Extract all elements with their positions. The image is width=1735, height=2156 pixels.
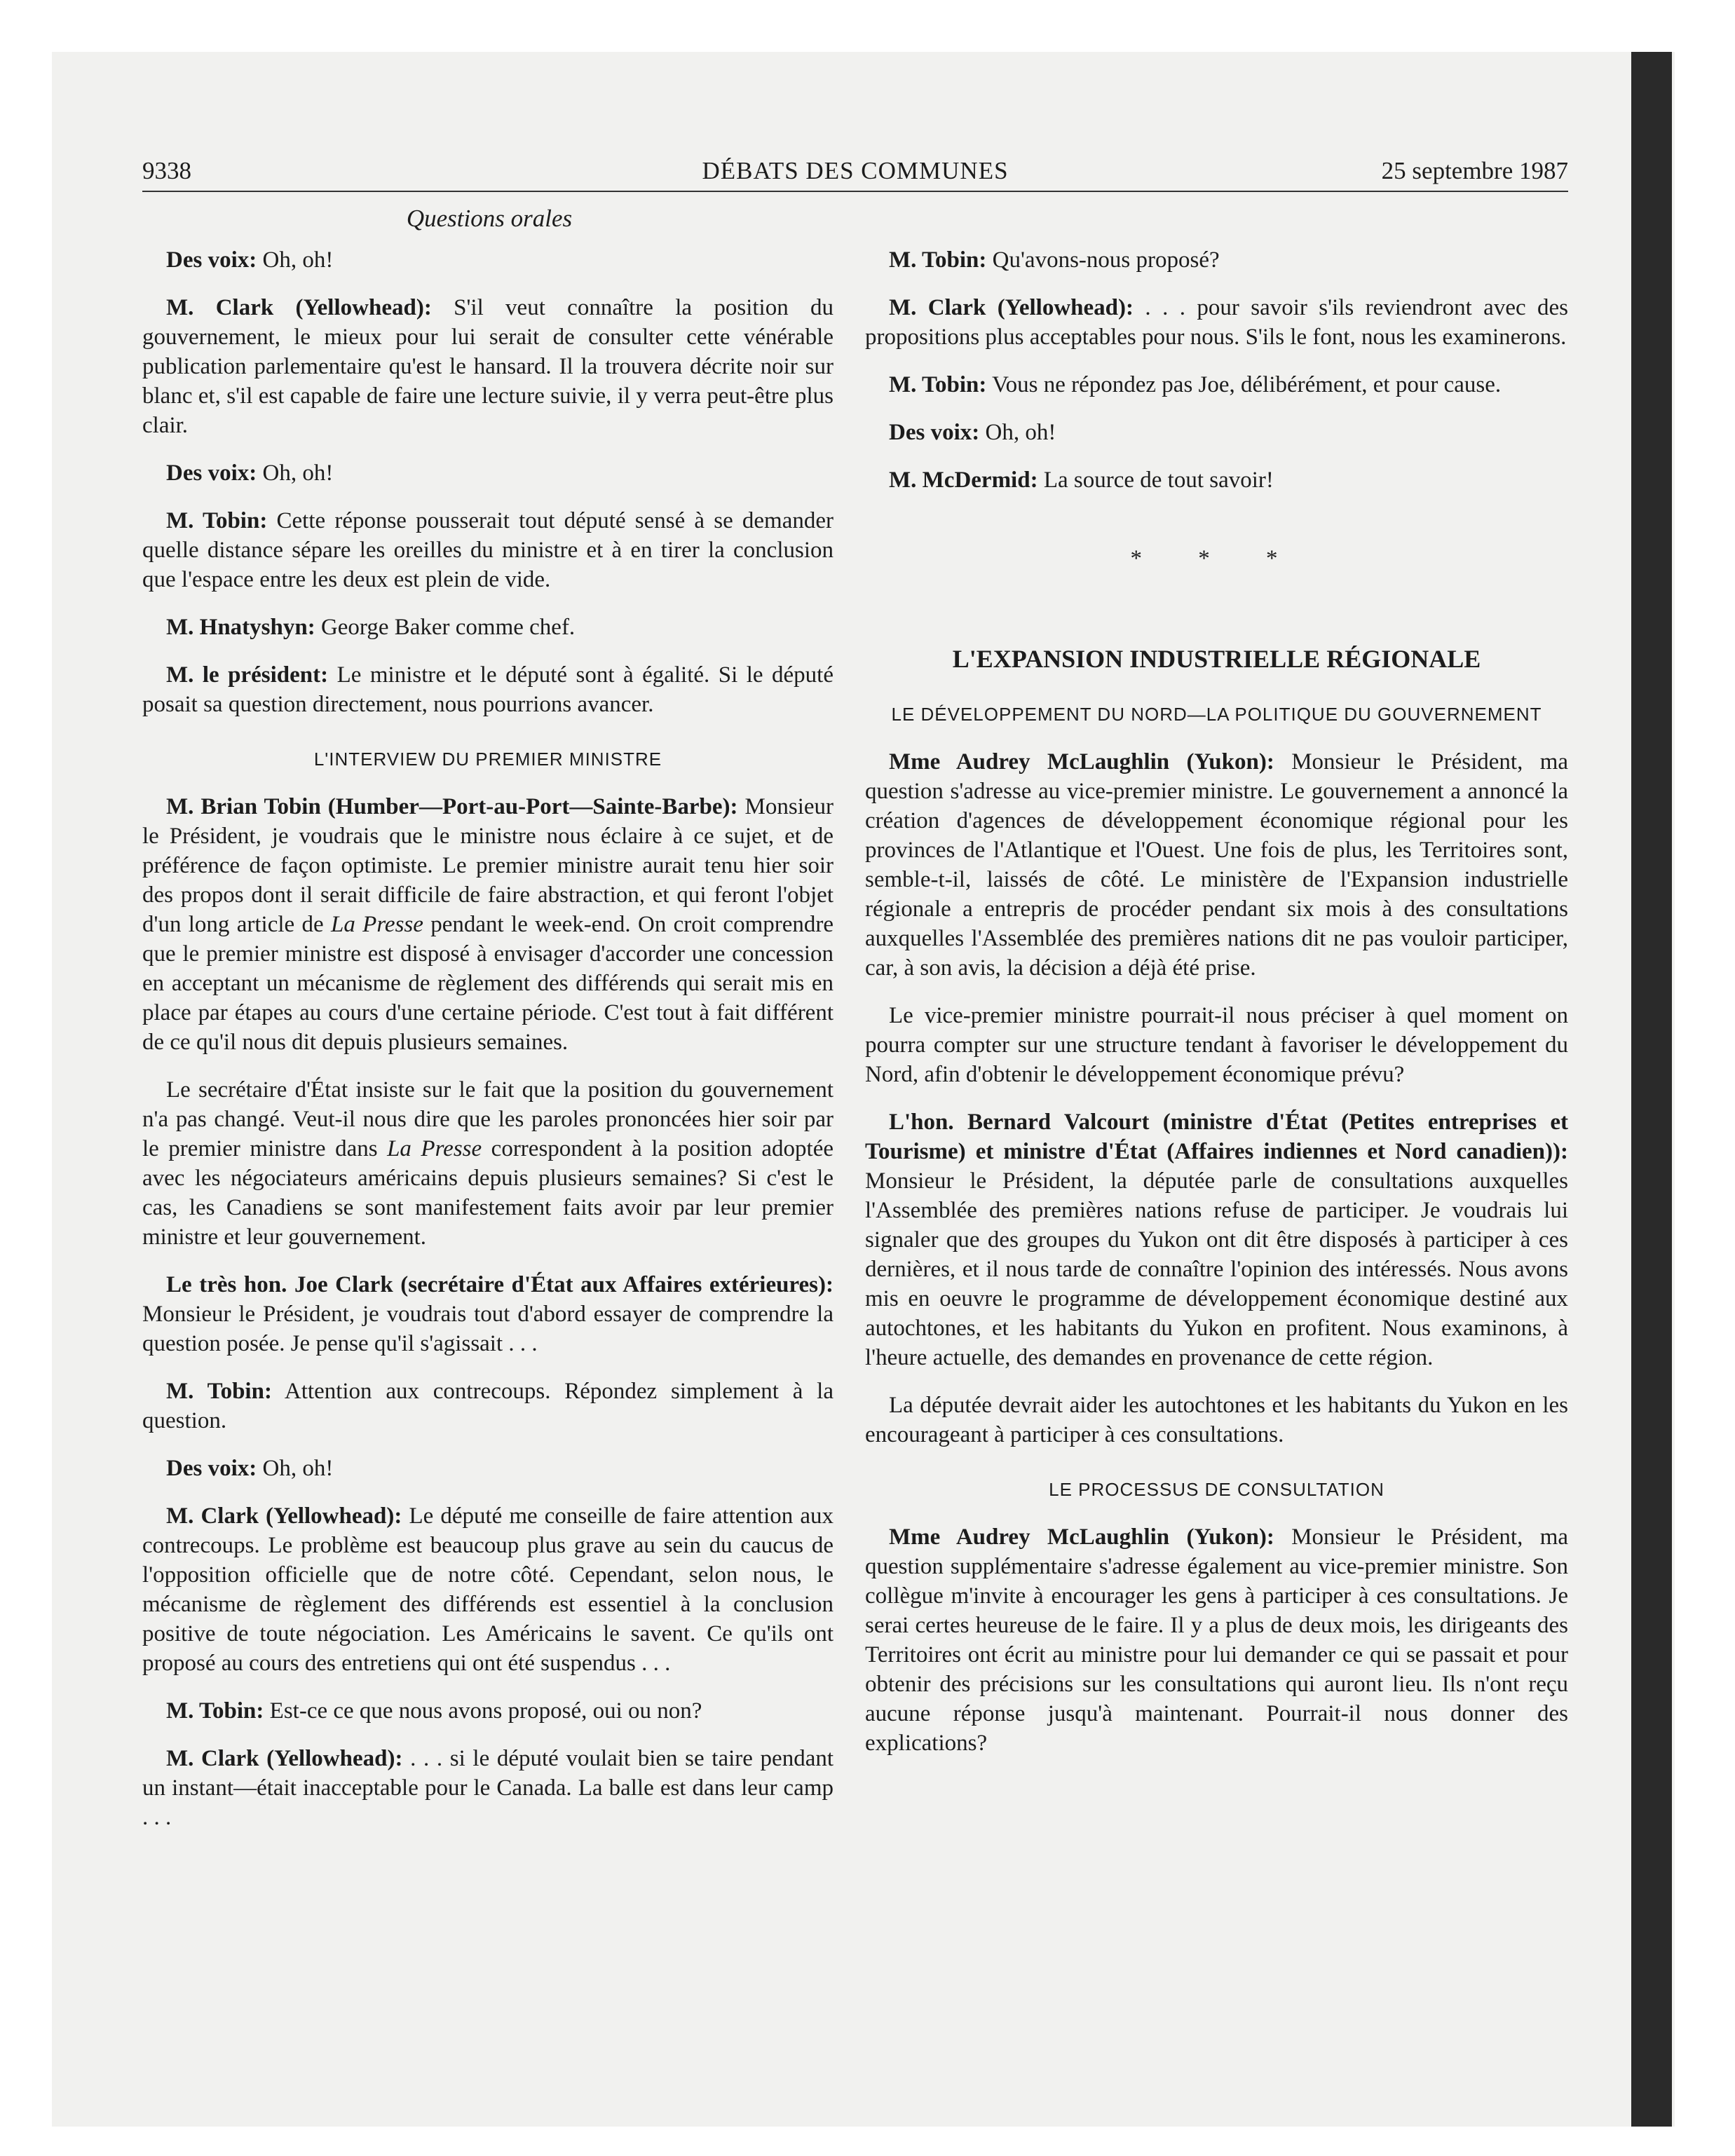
left-column: [142, 245, 834, 1850]
speaker-name: M. le président:: [166, 662, 329, 688]
paragraph: [865, 293, 1568, 352]
scan-edge-shadow: [1631, 52, 1672, 2127]
paragraph: [865, 747, 1568, 983]
speaker-name: Le très hon. Joe Clark (secrétaire d'État aux Affaires extérieures):: [166, 1272, 834, 1297]
major-heading: L'EXPANSION INDUSTRIELLE RÉGIONALE: [952, 645, 1481, 673]
speaker-name: M. McDermid:: [889, 468, 1038, 493]
paragraph-text: George Baker comme chef.: [320, 615, 576, 640]
speaker-name: M. Tobin:: [166, 508, 268, 533]
paragraph: [865, 370, 1568, 400]
paragraph-text: La députée devrait aider les autochtones et les habitants du Yukon en les encourageant à participer à ces consultations.: [865, 1393, 1568, 1447]
paragraph-text: Oh, oh!: [262, 1456, 334, 1481]
paragraph: [142, 1454, 834, 1483]
right-column: [865, 245, 1568, 1776]
paragraph-text: S'il veut connaître la position du gouvernement, le mieux pour lui serait de consulter cette vénérable publication parlementaire qu'est le hansard. Il la trouvera décrite noir sur blanc et, s'il est capable de faire une lecture suivie, il y verra peut-être plus clair.: [142, 295, 834, 438]
paragraph: [142, 1744, 834, 1832]
paragraph-text: Vous ne répondez pas Joe, délibérément, et pour cause.: [992, 372, 1502, 397]
paragraph: [865, 418, 1568, 447]
paragraph-text: Qu'avons-nous proposé?: [992, 247, 1220, 273]
section-heading: LE PROCESSUS DE CONSULTATION: [1049, 1479, 1384, 1500]
paragraph-text: Oh, oh!: [262, 460, 334, 486]
speaker-name: Mme Audrey McLaughlin (Yukon):: [889, 1524, 1274, 1550]
speaker-name: Mme Audrey McLaughlin (Yukon):: [889, 749, 1274, 775]
paragraph: [865, 465, 1568, 495]
paragraph-text: Le ministre et le député sont à égalité. Si le député posait sa question directement, nous pourrions avancer.: [142, 662, 834, 717]
paragraph-text: Monsieur le Président, je voudrais tout d'abord essayer de comprendre la question posée. Je pense qu'il s'agissait . . .: [142, 1302, 834, 1356]
paragraph-text: Monsieur le Président, la députée parle de consultations auxquelles l'Assemblée des premières nations refuse de participer. Je voudrais lui signaler que des groupes du Yukon ont dit être disposés à participer à ces dernières, et il nous tarde de connaître l'opinion des intéressés. Nous avons mis en oeuvre le programme de développement économique destiné aux autochtones, et les habitants du Yukon en profitent. Nous examinons, à l'heure actuelle, des demandes en provenance de cette région.: [865, 1168, 1568, 1370]
paragraph: [142, 458, 834, 488]
paragraph-text: . . . si le député voulait bien se taire pendant un instant—était inacceptable pour le Canada. La balle est dans leur camp . . .: [142, 1746, 834, 1830]
speaker-name: M. Clark (Yellowhead):: [166, 295, 432, 320]
speaker-name: M. Hnatyshyn:: [166, 615, 315, 640]
paragraph: [142, 1501, 834, 1678]
paragraph-text: Oh, oh!: [262, 247, 334, 273]
paragraph: [142, 1075, 834, 1252]
paragraph-text: Le député me conseille de faire attention aux contrecoups. Le problème est beaucoup plus grave au sein du caucus de l'opposition officielle que de notre côté. Cependant, selon nous, le mécanisme de règlement des différends est essentiel à la conclusion positive de toute négociation. Les Américains le savent. Ce qu'ils ont proposé au cours des entretiens qui ont été suspendus . . .: [142, 1503, 834, 1676]
paragraph: [142, 506, 834, 594]
speaker-name: L'hon. Bernard Valcourt (ministre d'État (Petites entreprises et Tourisme) et ministre d'État (Affaires indiennes et Nord canadien)):: [865, 1110, 1568, 1164]
speaker-name: Des voix:: [889, 420, 980, 445]
section-heading: L'INTERVIEW DU PREMIER MINISTRE: [313, 749, 662, 770]
section-heading: LE DÉVELOPPEMENT DU NORD—LA POLITIQUE DU GOUVERNEMENT: [891, 704, 1542, 725]
paragraph-text: Monsieur le Président, ma question s'adresse au vice-premier ministre. Le gouvernement a annoncé la création d'agences de développement économique régional pour les provinces de l'Atlantique et l'Ouest. Une fois de plus, les Territoires sont, semble-t-il, laissés de côté. Le ministère de l'Expansion industrielle régionale a entrepris de procéder pendant six mois à des consultations auxquelles l'Assemblée des premières nations dit ne pas vouloir participer, car, à son avis, la décision a déjà été prise.: [865, 749, 1569, 981]
speaker-name: M. Brian Tobin (Humber—Port-au-Port—Sainte-Barbe):: [166, 794, 738, 819]
speaker-name: M. Tobin:: [889, 372, 987, 397]
paragraph-text: Attention aux contrecoups. Répondez simplement à la question.: [142, 1379, 834, 1433]
page-number: 9338: [142, 157, 191, 184]
paragraph: [142, 1270, 834, 1358]
publication-name: La Presse: [387, 1136, 482, 1161]
speaker-name: Des voix:: [166, 247, 257, 273]
publication-name: La Presse: [330, 912, 423, 937]
paragraph: [142, 660, 834, 719]
paragraph-text: Monsieur le Président, je voudrais que le ministre nous éclaire à ce sujet, et de préférence de façon optimiste. Le premier ministre aurait tenu hier soir des propos dont il serait difficile de faire abstraction, et qui feront l'objet d'un long article de: [142, 794, 834, 937]
paragraph: [865, 1391, 1568, 1449]
speaker-name: Des voix:: [166, 460, 257, 486]
speaker-name: M. Clark (Yellowhead):: [166, 1503, 402, 1529]
speaker-name: M. Clark (Yellowhead):: [889, 295, 1134, 320]
page-date: 25 septembre 1987: [1381, 157, 1568, 184]
paragraph: [142, 1696, 834, 1726]
speaker-name: M. Tobin:: [166, 1379, 272, 1404]
paragraph: [142, 613, 834, 642]
section-separator: * * *: [1130, 546, 1303, 571]
paragraph: [865, 1001, 1568, 1089]
paragraph: [142, 245, 834, 275]
paragraph: [142, 1377, 834, 1435]
speaker-name: M. Tobin:: [889, 247, 987, 273]
paragraph: [142, 293, 834, 440]
paragraph-text-continued: correspondent à la position adoptée avec les négociateurs américains depuis plusieurs semaines? Si c'est le cas, les Canadiens se sont manifestement faits avoir par leur premier ministre et leur gouvernement.: [142, 1136, 834, 1250]
paragraph-text: . . . pour savoir s'ils reviendront avec des propositions plus acceptables pour nous. S'ils le font, nous les examinerons.: [865, 295, 1568, 350]
speaker-name: M. Tobin:: [166, 1698, 264, 1724]
paragraph-text: Oh, oh!: [985, 420, 1056, 445]
paragraph: [865, 245, 1568, 275]
page-header: [142, 156, 1568, 192]
paragraph-text: Le secrétaire d'État insiste sur le fait que la position du gouvernement n'a pas changé. Veut-il nous dire que les paroles prononcées hier soir par le premier ministre dans: [142, 1077, 834, 1161]
paragraph: [865, 1522, 1568, 1758]
publication-title: DÉBATS DES COMMUNES: [702, 157, 1009, 184]
paragraph-text: Cette réponse pousserait tout député sensé à se demander quelle distance sépare les oreilles du ministre et à en tirer la conclusion que l'espace entre les deux est plein de vide.: [142, 508, 834, 592]
paragraph-text-continued: pendant le week-end. On croit comprendre que le premier ministre est disposé à envisager d'accorder une concession en acceptant un mécanisme de règlement des différends qui serait mis en place par étapes au cours d'une certaine période. C'est tout à fait différent de ce qu'il nous dit depuis plusieurs semaines.: [142, 912, 834, 1055]
section-subheader: Questions orales: [406, 205, 573, 232]
speaker-name: M. Clark (Yellowhead):: [166, 1746, 403, 1771]
paragraph-text: Monsieur le Président, ma question supplémentaire s'adresse également au vice-premier ministre. Son collègue m'invite à encourager les gens à participer à ces consultations. Je serai certes heureuse de le faire. Il y a plus de deux mois, les dirigeants des Territoires ont écrit au ministre pour lui demander ce qui se passait et pour obtenir des précisions sur les consultations qui auront lieu. Ils n'ont reçu aucune réponse jusqu'à maintenant. Pourrait-il nous donner des explications?: [865, 1524, 1569, 1756]
paragraph: [865, 1107, 1568, 1372]
speaker-name: Des voix:: [166, 1456, 257, 1481]
paragraph-text: Le vice-premier ministre pourrait-il nous préciser à quel moment on pourra compter sur une structure tendant à favoriser le développement du Nord, afin d'obtenir le développement économique prévu?: [865, 1003, 1568, 1087]
paragraph: [142, 792, 834, 1057]
paragraph-text: Est-ce ce que nous avons proposé, oui ou non?: [269, 1698, 702, 1724]
paragraph-text: La source de tout savoir!: [1043, 468, 1274, 493]
